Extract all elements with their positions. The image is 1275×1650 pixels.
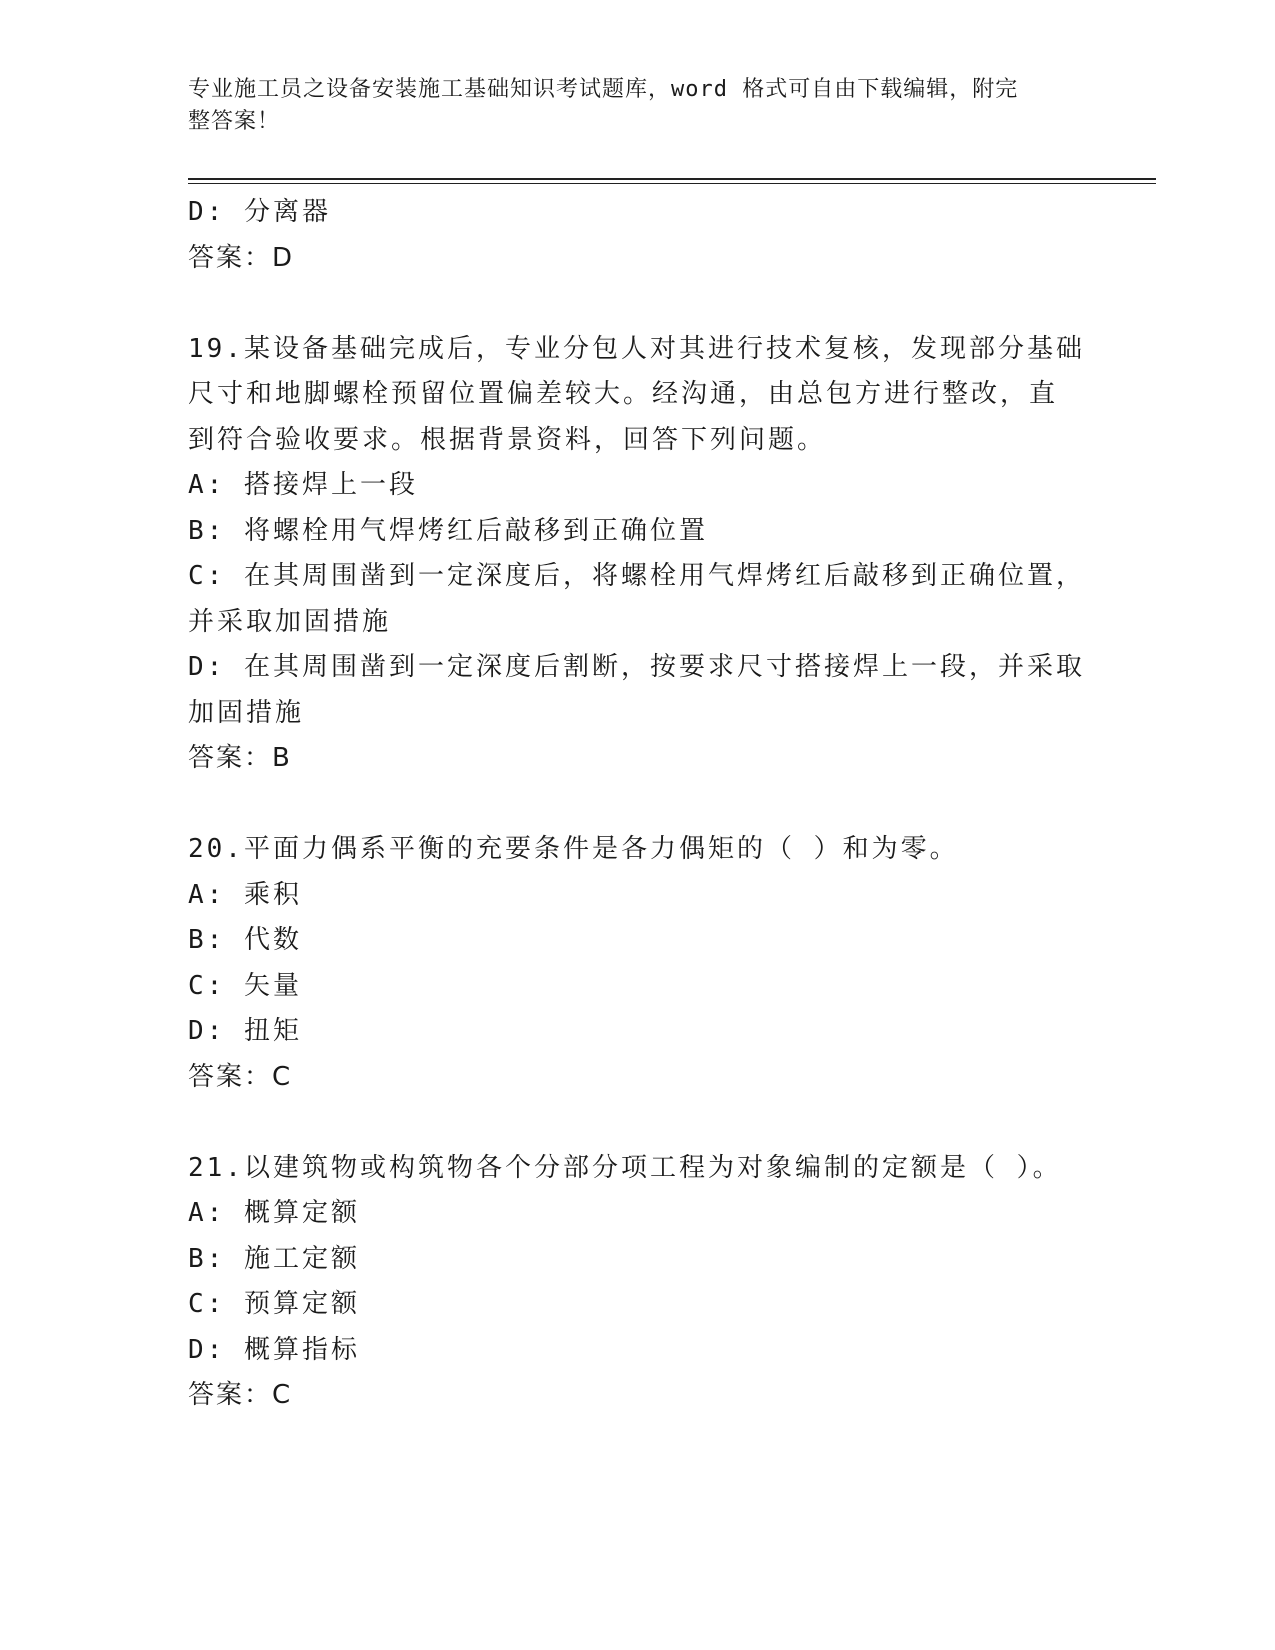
q20-option-c: C: 矢量 — [188, 970, 302, 1001]
q20-option-b: B: 代数 — [188, 925, 302, 955]
spacer — [188, 782, 1088, 828]
q19-option-c-line-1: C: 在其周围凿到一定深度后，将螺栓用气焊烤红后敲移到正确位置， — [188, 561, 1085, 591]
q19-stem-line-2: 尺寸和地脚螺栓预留位置偏差较大。经沟通，由总包方进行整改，直 — [188, 379, 1059, 409]
header-rule-thick — [188, 178, 1156, 180]
q20-option-a: A: 乘积 — [188, 879, 302, 910]
q21-option-a: A: 概算定额 — [188, 1198, 360, 1228]
q19-option-b: B: 将螺栓用气焊烤红后敲移到正确位置 — [188, 515, 708, 546]
spacer — [188, 281, 1088, 327]
q21-option-c: C: 预算定额 — [188, 1289, 360, 1319]
question-21 — [188, 1146, 1088, 1419]
q21-option-d: D: 概算指标 — [188, 1334, 360, 1365]
question-18-tail — [188, 190, 1088, 281]
header-line-1: 专业施工员之设备安装施工基础知识考试题库，word 格式可自由下载编辑，附完 — [188, 77, 1019, 102]
q19-answer: 答案：B — [188, 743, 292, 773]
spacer — [188, 1100, 1088, 1146]
q20-stem: 20.平面力偶系平衡的充要条件是各力偶矩的（ ）和为零。 — [188, 834, 959, 864]
q19-option-a: A: 搭接焊上一段 — [188, 470, 418, 500]
question-20 — [188, 827, 1088, 1100]
q18-answer: 答案：D — [188, 242, 295, 273]
q19-option-d-line-1: D: 在其周围凿到一定深度后割断，按要求尺寸搭接焊上一段，并采取 — [188, 652, 1085, 682]
q21-stem: 21.以建筑物或构筑物各个分部分项工程为对象编制的定额是（ ）。 — [188, 1152, 1062, 1183]
q19-stem — [188, 327, 1088, 464]
q21-option-b: B: 施工定额 — [188, 1243, 360, 1274]
question-content — [188, 190, 1088, 1419]
q18-option-d: D: 分离器 — [188, 197, 331, 227]
q20-option-d: D: 扭矩 — [188, 1016, 302, 1046]
q19-option-c-line-2: 并采取加固措施 — [188, 606, 392, 637]
header-rule-thin — [188, 183, 1156, 184]
q19-stem-line-1: 19.某设备基础完成后，专业分包人对其进行技术复核，发现部分基础 — [188, 333, 1085, 364]
q19-stem-line-3: 到符合验收要求。根据背景资料，回答下列问题。 — [188, 424, 827, 455]
q20-answer: 答案：C — [188, 1061, 293, 1092]
page-header — [188, 74, 1068, 138]
q21-answer: 答案：C — [188, 1380, 293, 1410]
question-19 — [188, 327, 1088, 782]
header-line-2: 整答案！ — [188, 109, 281, 134]
q19-option-d-line-2: 加固措施 — [188, 697, 305, 728]
